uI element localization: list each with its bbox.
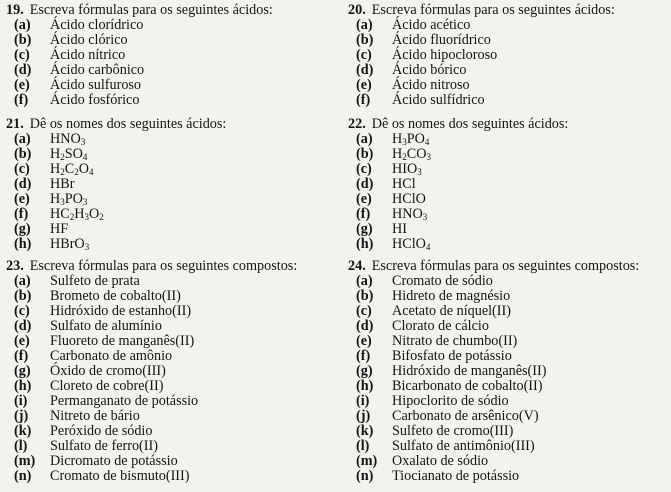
list-item	[14, 48, 273, 63]
item-label: (a)	[14, 273, 31, 289]
item-label: (a)	[356, 17, 373, 33]
item-label: (b)	[14, 32, 32, 48]
exercise-number: 19.	[6, 2, 24, 18]
item-label: (l)	[356, 438, 370, 454]
compound-name: Acetato de níquel(II)	[392, 303, 511, 319]
item-label: (n)	[356, 468, 374, 484]
list-item	[356, 222, 568, 237]
formula-subscript: 3	[402, 137, 407, 147]
item-label: (h)	[14, 378, 32, 394]
compound-name: Hidreto de magnésio	[392, 288, 511, 304]
list-item	[14, 454, 297, 469]
compound-name: Sulfato de alumínio	[50, 318, 162, 334]
formula-subscript: 3	[60, 197, 65, 207]
list-item	[14, 63, 273, 78]
item-label: (g)	[356, 221, 373, 237]
compound-name: Peróxido de sódio	[50, 423, 153, 439]
formula-subscript: 3	[84, 212, 89, 222]
list-item	[14, 132, 226, 147]
exercise-prompt: Escreva fórmulas para os seguintes ácidos:	[371, 2, 615, 18]
formula-symbol: HIO	[392, 161, 418, 177]
exercise-header	[6, 259, 297, 274]
list-item	[14, 304, 297, 319]
list-item	[14, 334, 297, 349]
item-list	[356, 132, 568, 252]
exercise-number: 21.	[6, 116, 24, 132]
list-item	[356, 237, 568, 252]
exercise-header	[6, 3, 273, 18]
item-label: (k)	[14, 423, 32, 439]
chemical-formula	[392, 147, 431, 162]
compound-name: Ácido hipocloroso	[392, 47, 498, 63]
compound-name: Bifosfato de potássio	[392, 348, 512, 364]
list-item	[356, 132, 568, 147]
list-item	[356, 469, 639, 484]
list-item	[356, 78, 615, 93]
formula-subscript: 3	[426, 152, 431, 162]
compound-name: Sulfeto de cromo(III)	[392, 423, 514, 439]
item-list	[356, 18, 615, 108]
compound-name: Ácido nitroso	[392, 77, 470, 93]
compound-name: Fluoreto de manganês(II)	[50, 333, 195, 349]
list-item	[14, 364, 297, 379]
item-label: (a)	[14, 131, 31, 147]
item-label: (f)	[356, 348, 371, 364]
formula-subscript: 2	[60, 152, 65, 162]
item-label: (d)	[356, 176, 374, 192]
compound-name: Cromato de bismuto(III)	[50, 468, 190, 484]
formula-subscript: 2	[69, 212, 75, 222]
compound-name: Bicarbonato de cobalto(II)	[392, 378, 543, 394]
list-item	[356, 319, 639, 334]
list-item	[14, 319, 297, 334]
list-item	[356, 349, 639, 364]
list-item	[356, 364, 639, 379]
list-item	[356, 424, 639, 439]
formula-symbol: PO	[406, 131, 425, 147]
list-item	[14, 439, 297, 454]
list-item	[356, 304, 639, 319]
item-label: (e)	[356, 191, 372, 207]
compound-name: Ácido acético	[392, 17, 471, 33]
list-item	[356, 289, 639, 304]
item-label: (j)	[356, 408, 371, 424]
formula-symbol: H	[392, 146, 403, 162]
item-label: (f)	[14, 348, 29, 364]
formula-symbol: HNO	[392, 206, 423, 222]
item-list	[356, 274, 639, 484]
item-label: (b)	[356, 32, 374, 48]
exercise-21	[6, 117, 226, 252]
formula-symbol: PO	[64, 191, 83, 207]
compound-name: Carbonato de amônio	[50, 348, 173, 364]
list-item	[14, 18, 273, 33]
item-label: (g)	[14, 363, 31, 379]
list-item	[356, 33, 615, 48]
exercise-prompt: Escreva fórmulas para os seguintes compostos:	[371, 258, 640, 274]
list-item	[356, 439, 639, 454]
formula-symbol: HBr	[50, 176, 75, 192]
exercise-22	[348, 117, 568, 252]
list-item	[356, 379, 639, 394]
list-item	[14, 237, 226, 252]
list-item	[356, 394, 639, 409]
formula-subscript: 3	[417, 167, 422, 177]
formula-symbol: SO	[64, 146, 83, 162]
item-list	[14, 274, 297, 484]
exercise-number: 24.	[348, 258, 366, 274]
compound-name: Carbonato de arsênico(V)	[392, 408, 539, 424]
compound-name: Hidróxido de manganês(II)	[392, 363, 547, 379]
formula-symbol: H	[50, 161, 61, 177]
compound-name: Ácido fosfórico	[50, 92, 140, 108]
compound-name: Ácido clórico	[50, 32, 128, 48]
item-label: (g)	[356, 363, 373, 379]
chemical-formula	[50, 132, 85, 147]
compound-name: Dicromato de potássio	[50, 453, 178, 469]
compound-name: Permanganato de potássio	[50, 393, 199, 409]
item-label: (d)	[14, 62, 32, 78]
formula-subscript: 4	[82, 152, 88, 162]
chemical-formula	[50, 177, 74, 192]
item-label: (d)	[14, 176, 32, 192]
exercise-20	[348, 3, 615, 108]
chemical-formula	[392, 237, 430, 252]
item-label: (e)	[356, 77, 372, 93]
formula-symbol: CO	[406, 146, 427, 162]
formula-symbol: HNO	[50, 131, 81, 147]
item-label: (d)	[14, 318, 32, 334]
item-label: (f)	[14, 206, 29, 222]
item-label: (d)	[356, 62, 374, 78]
list-item	[14, 349, 297, 364]
formula-subscript: 4	[424, 137, 430, 147]
item-label: (i)	[14, 393, 28, 409]
compound-name: Sulfato de ferro(II)	[50, 438, 158, 454]
list-item	[14, 379, 297, 394]
item-label: (e)	[14, 333, 30, 349]
compound-name: Ácido carbônico	[50, 62, 145, 78]
exercise-24	[348, 259, 639, 484]
list-item	[356, 48, 615, 63]
compound-name: Cloreto de cobre(II)	[50, 378, 164, 394]
chemical-formula	[392, 162, 422, 177]
chemical-formula	[392, 207, 427, 222]
chemical-formula	[392, 192, 426, 207]
item-label: (c)	[14, 47, 30, 63]
list-item	[14, 394, 297, 409]
list-item	[14, 162, 226, 177]
item-label: (e)	[356, 333, 372, 349]
formula-subscript: 2	[60, 167, 65, 177]
item-label: (b)	[356, 288, 374, 304]
exercise-23	[6, 259, 297, 484]
compound-name: Ácido nítrico	[50, 47, 126, 63]
compound-name: Clorato de cálcio	[392, 318, 489, 334]
chemical-formula	[392, 222, 407, 237]
compound-name: Cromato de sódio	[392, 273, 493, 289]
list-item	[14, 222, 226, 237]
compound-name: Ácido sulfídrico	[392, 92, 485, 108]
compound-name: Ácido bórico	[392, 62, 467, 78]
item-label: (a)	[356, 273, 373, 289]
list-item	[14, 192, 226, 207]
formula-symbol: O	[88, 206, 100, 222]
item-label: (d)	[356, 318, 374, 334]
chemical-formula	[50, 162, 93, 177]
formula-symbol: H	[50, 146, 61, 162]
list-item	[356, 274, 639, 289]
formula-subscript: 3	[84, 242, 90, 252]
list-item	[14, 33, 273, 48]
item-label: (a)	[14, 17, 31, 33]
exercise-prompt: Escreva fórmulas para os seguintes ácidos:	[29, 2, 273, 18]
list-item	[14, 274, 297, 289]
formula-symbol: C	[64, 161, 75, 177]
compound-name: Hidróxido de estanho(II)	[50, 303, 192, 319]
item-label: (l)	[14, 438, 28, 454]
compound-name: Hipoclorito de sódio	[392, 393, 509, 409]
formula-subscript: 3	[82, 197, 88, 207]
formula-subscript: 4	[88, 167, 94, 177]
list-item	[356, 63, 615, 78]
item-label: (c)	[14, 161, 30, 177]
item-label: (b)	[14, 146, 32, 162]
chemical-formula	[50, 222, 68, 237]
compound-name: Nitreto de bário	[50, 408, 140, 424]
compound-name: Oxalato de sódio	[392, 453, 489, 469]
item-label: (b)	[14, 288, 32, 304]
list-item	[356, 454, 639, 469]
item-label: (f)	[356, 92, 371, 108]
formula-subscript: 2	[74, 167, 79, 177]
list-item	[356, 18, 615, 33]
formula-subscript: 2	[402, 152, 407, 162]
exercise-number: 20.	[348, 2, 366, 18]
item-label: (g)	[14, 221, 31, 237]
item-label: (h)	[14, 236, 32, 252]
list-item	[14, 93, 273, 108]
item-label: (e)	[14, 77, 30, 93]
list-item	[14, 78, 273, 93]
chemical-formula	[50, 192, 87, 207]
item-label: (c)	[356, 47, 372, 63]
compound-name: Ácido fluorídrico	[392, 32, 491, 48]
list-item	[14, 289, 297, 304]
compound-name: Óxido de cromo(III)	[50, 363, 166, 379]
formula-symbol: H	[50, 191, 61, 207]
item-label: (k)	[356, 423, 374, 439]
exercise-number: 23.	[6, 258, 24, 274]
item-label: (j)	[14, 408, 29, 424]
item-label: (c)	[356, 161, 372, 177]
list-item	[14, 469, 297, 484]
chemical-formula	[392, 177, 416, 192]
formula-subscript: 3	[422, 212, 428, 222]
exercise-prompt: Escreva fórmulas para os seguintes compostos:	[29, 258, 298, 274]
item-label: (c)	[14, 303, 30, 319]
item-label: (h)	[356, 236, 374, 252]
formula-symbol: HF	[50, 221, 69, 237]
exercise-header	[348, 259, 639, 274]
item-label: (b)	[356, 146, 374, 162]
compound-name: Nitrato de chumbo(II)	[392, 333, 518, 349]
list-item	[356, 177, 568, 192]
list-item	[356, 192, 568, 207]
item-label: (a)	[356, 131, 373, 147]
exercise-header	[348, 117, 568, 132]
chemical-formula	[50, 237, 89, 252]
formula-subscript: 2	[99, 212, 104, 222]
formula-symbol: HBrO	[50, 236, 85, 252]
exercise-prompt: Dê os nomes dos seguintes ácidos:	[371, 116, 569, 132]
chemical-formula	[50, 207, 104, 222]
list-item	[356, 334, 639, 349]
exercise-number: 22.	[348, 116, 366, 132]
list-item	[356, 409, 639, 424]
formula-symbol: H	[392, 131, 403, 147]
formula-symbol: HClO	[392, 191, 426, 207]
compound-name: Sulfato de antimônio(III)	[392, 438, 535, 454]
list-item	[356, 207, 568, 222]
formula-symbol: HClO	[392, 236, 426, 252]
item-label: (m)	[356, 453, 378, 469]
compound-name: Brometo de cobalto(II)	[50, 288, 181, 304]
item-label: (i)	[356, 393, 370, 409]
list-item	[14, 409, 297, 424]
item-label: (n)	[14, 468, 32, 484]
item-label: (c)	[356, 303, 372, 319]
list-item	[14, 424, 297, 439]
exercise-19	[6, 3, 273, 108]
item-label: (e)	[14, 191, 30, 207]
exercise-prompt: Dê os nomes dos seguintes ácidos:	[29, 116, 227, 132]
item-label: (m)	[14, 453, 36, 469]
list-item	[356, 93, 615, 108]
compound-name: Ácido clorídrico	[50, 17, 144, 33]
item-list	[14, 18, 273, 108]
exercise-header	[6, 117, 226, 132]
list-item	[14, 147, 226, 162]
formula-symbol: O	[78, 161, 89, 177]
formula-subscript: 4	[425, 242, 431, 252]
compound-name: Ácido sulfuroso	[50, 77, 142, 93]
item-label: (h)	[356, 378, 374, 394]
compound-name: Tiocianato de potássio	[392, 468, 520, 484]
compound-name: Sulfeto de prata	[50, 273, 140, 289]
item-label: (f)	[356, 206, 371, 222]
item-list	[14, 132, 226, 252]
exercise-header	[348, 3, 615, 18]
chemical-formula	[392, 132, 429, 147]
list-item	[356, 162, 568, 177]
chemical-formula	[50, 147, 87, 162]
formula-symbol: H	[74, 206, 85, 222]
formula-symbol: HI	[392, 221, 407, 237]
formula-symbol: HCl	[392, 176, 416, 192]
list-item	[14, 207, 226, 222]
list-item	[14, 177, 226, 192]
item-label: (f)	[14, 92, 29, 108]
formula-subscript: 3	[80, 137, 86, 147]
list-item	[356, 147, 568, 162]
formula-symbol: HC	[50, 206, 70, 222]
